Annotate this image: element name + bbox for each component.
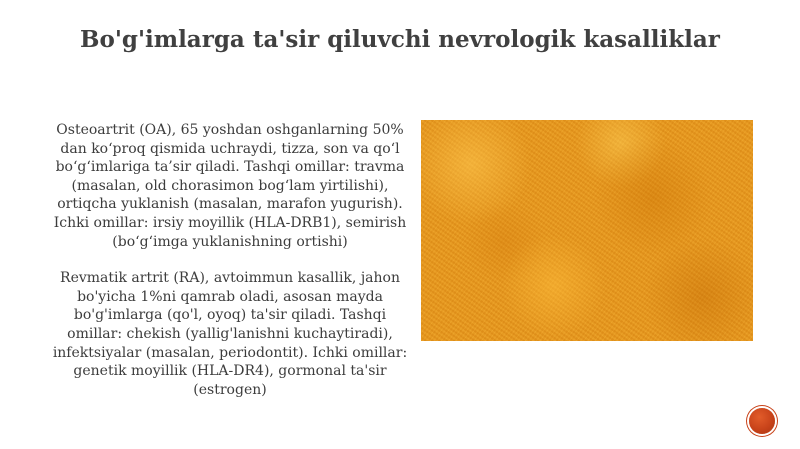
slide-title: Bo'g'imlarga ta'sir qiluvchi nevrologik kasalliklar: [80, 26, 720, 53]
turmeric-texture-image: [421, 120, 753, 341]
slide-body-text: [48, 121, 412, 399]
paragraph-rheumatoid-arthritis: Revmatik artrit (RA), avtoimmun kasallik, jahon bo'yicha 1%ni qamrab oladi, asosan mayda bo'g'imlarga (qo'l, oyoq) ta'sir qiladi. Tashqi omillar: chekish (yallig'lanishni kuchaytiradi), infektsiyalar (masalan, periodontit). Ichki omillar: genetik moyillik (HLA-DR4), gormonal ta'sir (estrogen): [52, 270, 408, 398]
paragraph-osteoarthritis: Osteoartrit (OA), 65 yoshdan oshganlarning 50% dan ko‘proq qismida uchraydi, tizza, son va qo‘l bo‘g‘imlariga ta’sir qiladi. Tashqi omillar: travma (masalan, old chorasimon bog‘lam yirtilishi), ortiqcha yuklanish (masalan, marafon yugurish). Ichki omillar: irsiy moyillik (HLA-DRB1), semirish (bo‘g‘imga yuklanishning ortishi): [53, 122, 407, 250]
slide-nav-button[interactable]: [749, 408, 775, 434]
